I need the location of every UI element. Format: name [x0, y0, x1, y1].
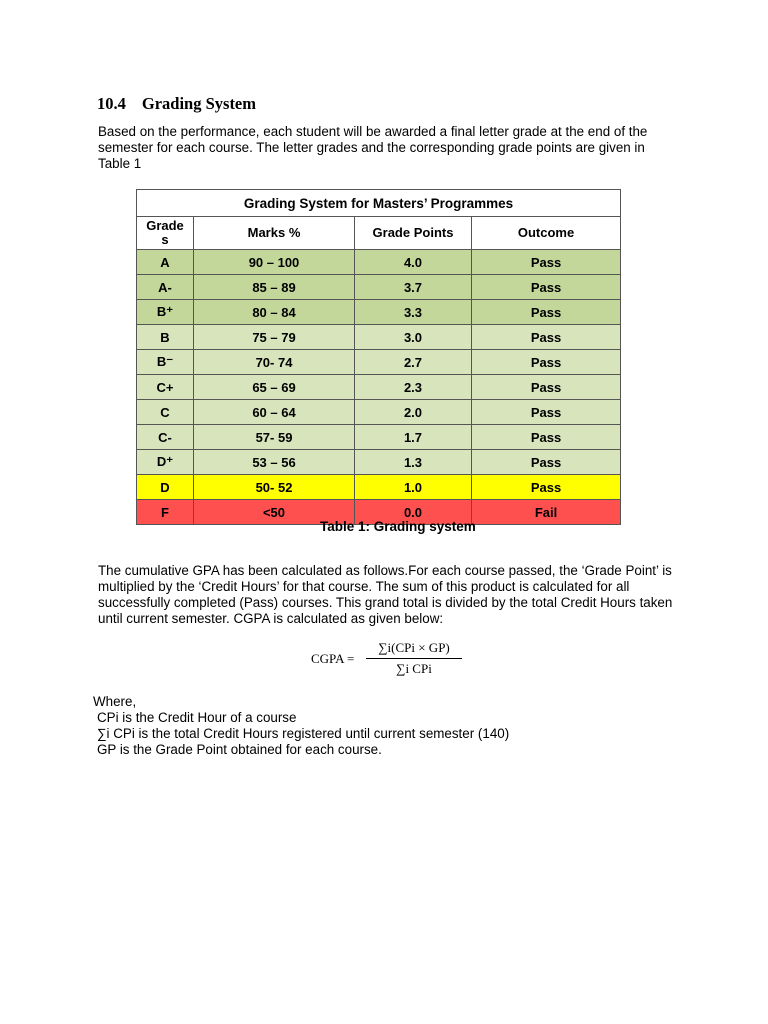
table-row: [137, 275, 621, 300]
marks-cell: 75 – 79: [194, 325, 355, 350]
cgpa-line: The cumulative GPA has been calculated as follows.For each course passed, the ‘Grade Point’ is: [98, 563, 672, 578]
outcome-cell: Pass: [472, 300, 621, 325]
grade-cell: C+: [137, 375, 194, 400]
intro-line: Based on the performance, each student will be awarded a final letter grade at the end of the: [98, 124, 648, 139]
table-row: [137, 425, 621, 450]
outcome-cell: Pass: [472, 250, 621, 275]
cgpa-line: multiplied by the ‘Credit Hours’ for that course. The sum of this product is calculated for all: [98, 579, 630, 594]
intro-line: semester for each course. The letter grades and the corresponding grade points are given in: [98, 140, 645, 155]
section-title: Grading System: [141, 94, 257, 113]
marks-cell: 57- 59: [194, 425, 355, 450]
where-item: GP is the Grade Point obtained for each course.: [97, 742, 382, 757]
table-row: [137, 300, 621, 325]
outcome-cell: Pass: [472, 400, 621, 425]
marks-cell: 50- 52: [194, 475, 355, 500]
formula-fraction: [364, 640, 464, 677]
marks-cell: <50: [194, 500, 355, 525]
grade-cell: D⁺: [137, 450, 194, 475]
where-label: Where,: [93, 694, 137, 709]
points-cell: 1.0: [355, 475, 472, 500]
formula-lhs: CGPA =: [311, 651, 355, 666]
section-number: 10.4: [97, 94, 126, 113]
header-grade: Grade s: [137, 217, 194, 250]
table-row: [137, 400, 621, 425]
marks-cell: 80 – 84: [194, 300, 355, 325]
where-block: [93, 694, 509, 758]
points-cell: 3.0: [355, 325, 472, 350]
intro-paragraph: [98, 124, 698, 172]
marks-cell: 53 – 56: [194, 450, 355, 475]
table-row: [137, 250, 621, 275]
intro-line: Table 1: [98, 156, 142, 171]
outcome-cell: Pass: [472, 350, 621, 375]
table-row: [137, 475, 621, 500]
outcome-cell: Pass: [472, 325, 621, 350]
grade-cell: D: [137, 475, 194, 500]
grading-table: [136, 189, 621, 525]
points-cell: 1.3: [355, 450, 472, 475]
points-cell: 1.7: [355, 425, 472, 450]
points-cell: 2.0: [355, 400, 472, 425]
grade-cell: F: [137, 500, 194, 525]
table-title: Grading System for Masters’ Programmes: [137, 190, 621, 217]
header-marks: Marks %: [194, 217, 355, 250]
grade-cell: B⁻: [137, 350, 194, 375]
table-row: [137, 350, 621, 375]
marks-cell: 65 – 69: [194, 375, 355, 400]
cgpa-line: until current semester. CGPA is calculated as given below:: [98, 611, 444, 626]
formula-numerator: ∑i(CPi × GP): [378, 640, 450, 655]
points-cell: 3.3: [355, 300, 472, 325]
grade-cell: A-: [137, 275, 194, 300]
grade-cell: B⁺: [137, 300, 194, 325]
table-caption: Table 1: Grading system: [320, 519, 476, 534]
points-cell: 2.7: [355, 350, 472, 375]
grade-cell: C: [137, 400, 194, 425]
cgpa-line: successfully completed (Pass) courses. This grand total is divided by the total Credit Hours taken: [98, 595, 673, 610]
grade-cell: B: [137, 325, 194, 350]
outcome-cell: Pass: [472, 425, 621, 450]
table-row: [137, 450, 621, 475]
table-row: [137, 325, 621, 350]
header-grade-points: Grade Points: [355, 217, 472, 250]
marks-cell: 60 – 64: [194, 400, 355, 425]
points-cell: 0.0: [355, 500, 472, 525]
where-item: ∑i CPi is the total Credit Hours registered until current semester (140): [97, 726, 510, 741]
header-outcome: Outcome: [472, 217, 621, 250]
cgpa-paragraph: [98, 563, 698, 627]
outcome-cell: Pass: [472, 475, 621, 500]
outcome-cell: Pass: [472, 275, 621, 300]
marks-cell: 90 – 100: [194, 250, 355, 275]
grade-cell: C-: [137, 425, 194, 450]
points-cell: 4.0: [355, 250, 472, 275]
section-heading: [97, 94, 256, 114]
grade-cell: A: [137, 250, 194, 275]
outcome-cell: Fail: [472, 500, 621, 525]
outcome-cell: Pass: [472, 375, 621, 400]
outcome-cell: Pass: [472, 450, 621, 475]
where-item: CPi is the Credit Hour of a course: [97, 710, 297, 725]
marks-cell: 85 – 89: [194, 275, 355, 300]
points-cell: 3.7: [355, 275, 472, 300]
formula-denominator: ∑i CPi: [396, 661, 432, 676]
points-cell: 2.3: [355, 375, 472, 400]
table-row: [137, 375, 621, 400]
marks-cell: 70- 74: [194, 350, 355, 375]
